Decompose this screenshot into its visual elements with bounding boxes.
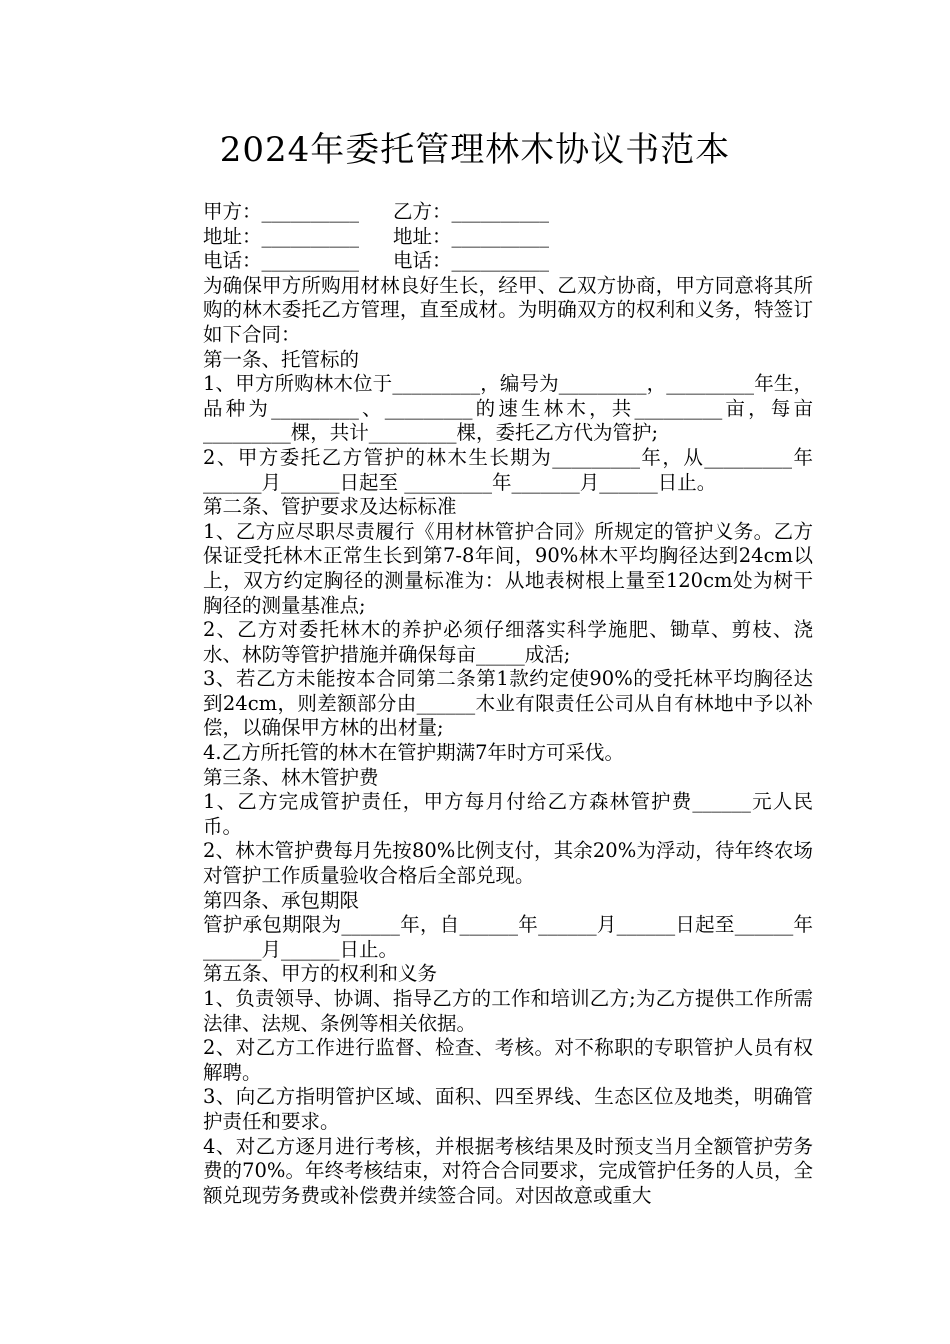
intro-paragraph: 为确保甲方所购用材林良好生长，经甲、乙双方协商，甲方同意将其所购的林木委托乙方管理，直至成材。为明确双方的权利和义务，特签订如下合同：	[203, 273, 813, 346]
article-5-clause-4: 4、对乙方逐月进行考核，并根据考核结果及时预支当月全额管护劳务费的70%。年终考核结束，对符合合同要求，完成管护任务的人员，全额兑现劳务费或补偿费并续签合同。对因故意或重大	[203, 1134, 813, 1207]
article-1-clause-1: 1、甲方所购林木位于_________，编号为_________，_________年生，品种为_________、_________的速生林木，共_________亩，每亩_________棵，共计_________棵，委托乙方代为管护;	[203, 372, 813, 445]
article-2-clause-4: 4.乙方所托管的林木在管护期满7年时方可采伐。	[203, 741, 625, 765]
article-2-clause-2: 2、乙方对委托林木的养护必须仔细落实科学施肥、锄草、剪枝、浇水、林防等管护措施并确保每亩_____成活;	[203, 618, 813, 666]
article-4-clause: 管护承包期限为______年，自______年______月______日起至______年______月______日止。	[203, 913, 813, 961]
article-3-clause-2: 2、林木管护费每月先按80%比例支付，其余20%为浮动，待年终农场对管护工作质量验收合格后全部兑现。	[203, 839, 813, 888]
article-3-heading: 第三条、林木管护费	[203, 765, 379, 789]
party-b-phone: 电话：__________	[393, 249, 550, 273]
party-line-3	[145, 249, 813, 274]
party-line-2	[145, 225, 813, 250]
party-b-name: 乙方：__________	[393, 200, 550, 223]
article-5-clause-1: 1、负责领导、协调、指导乙方的工作和培训乙方;为乙方提供工作所需法律、法规、条例等相关依据。	[203, 987, 813, 1035]
article-3-clause-1: 1、乙方完成管护责任，甲方每月付给乙方森林管护费______元人民币。	[203, 790, 813, 838]
party-a-address: 地址：__________	[203, 224, 360, 248]
party-a-phone: 电话：__________	[203, 249, 360, 273]
party-b-address: 地址：__________	[393, 224, 550, 248]
article-2-clause-3: 3、若乙方未能按本合同第二条第1款约定使90%的受托林平均胸径达到24cm，则差额部分由______木业有限责任公司从自有林地中予以补偿，以确保甲方林的出材量;	[203, 667, 813, 740]
document-body	[145, 200, 813, 1208]
article-4-heading: 第四条、承包期限	[203, 888, 360, 912]
article-2-clause-1: 1、乙方应尽职尽责履行《用材林管护合同》所规定的管护义务。乙方保证受托林木正常生长到第7-8年间，90%林木平均胸径达到24cm以上，双方约定胸径的测量标准为：从地表树根上量至120cm处为树干胸径的测量基准点;	[203, 519, 813, 617]
article-1-heading: 第一条、托管标的	[203, 347, 360, 371]
article-2-heading: 第二条、管护要求及达标标准	[203, 495, 457, 519]
party-a-name: 甲方：__________	[203, 200, 360, 223]
party-line-1	[145, 200, 813, 225]
document-title: 2024年委托管理林木协议书范本	[219, 130, 731, 170]
article-5-clause-2: 2、对乙方工作进行监督、检查、考核。对不称职的专职管护人员有权解聘。	[203, 1036, 813, 1084]
article-5-clause-3: 3、向乙方指明管护区域、面积、四至界线、生态区位及地类，明确管护责任和要求。	[203, 1085, 813, 1133]
article-1-clause-2: 2、甲方委托乙方管护的林木生长期为_________年，从_________年______月______日起至 _________年_______月______日止。	[203, 445, 813, 494]
article-5-heading: 第五条、甲方的权利和义务	[203, 962, 438, 986]
